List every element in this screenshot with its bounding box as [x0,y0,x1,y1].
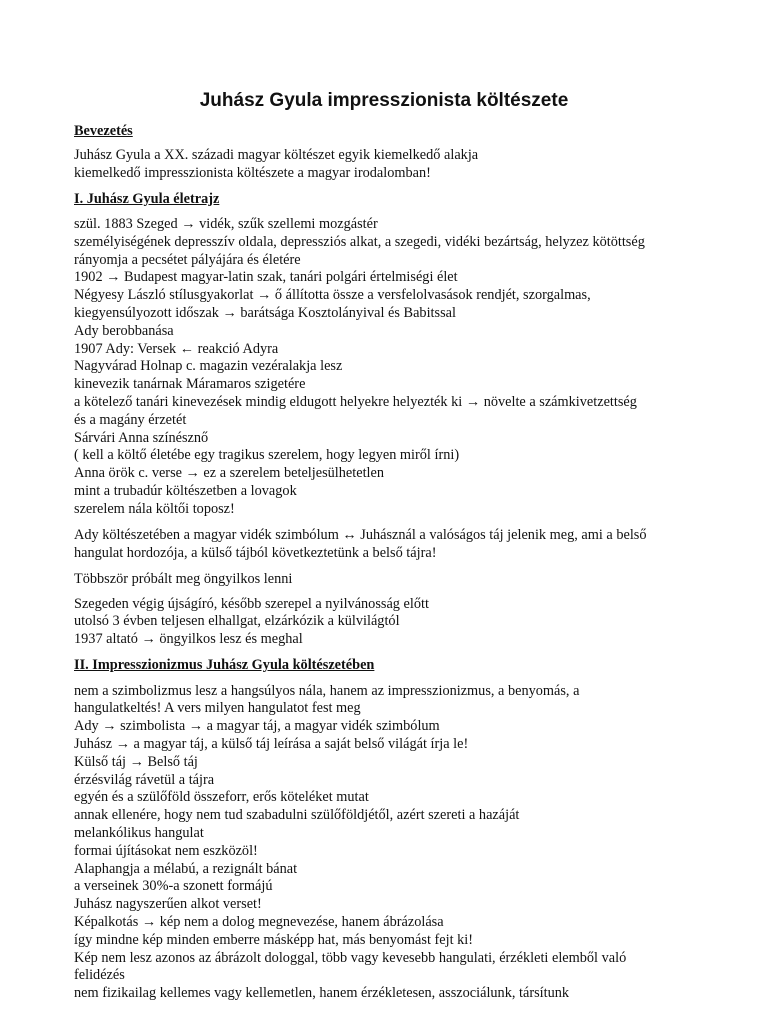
text-line: Juhász nagyszerűen alkot verset! [74,896,262,912]
text-line: személyiségének depresszív oldala, depressziós alkat, a szegedi, vidéki bezártság, helyzez kötöttség [74,234,645,250]
text-line: kiegyensúlyozott időszak → barátsága Kosztolányival és Babitssal [74,305,456,321]
text-line: melankólikus hangulat [74,825,204,841]
text-line: Alaphangja a mélabú, a rezignált bánat [74,861,298,877]
text-line: rányomja a pecsétet pályájára és életére [74,252,301,268]
section-heading-impressionism: II. Impresszionizmus Juhász Gyula költészetében [74,657,375,673]
text-line: Anna örök c. verse → ez a szerelem beteljesülhetetlen [74,465,385,481]
text-line: utolsó 3 évben teljesen elhallgat, elzárkózik a külvilágtól [74,613,400,629]
text-line: hangulat hordozója, a külső tájból következtetünk a belső tájra! [74,545,437,561]
text-line: Szegeden végig újságíró, később szerepel a nyilvánosság előtt [74,596,429,612]
section-heading-intro: Bevezetés [74,123,133,139]
text-line: szerelem nála költői toposz! [74,501,235,517]
text-line: kinevezik tanárnak Máramaros szigetére [74,376,306,392]
text-line: annak ellenére, hogy nem tud szabadulni szülőföldjétől, azért szereti a hazáját [74,807,520,823]
text-line: Kép nem lesz azonos az ábrázolt dologgal, több vagy kevesebb hangulati, érzékleti elemből való [74,950,627,966]
text-line: Képalkotás → kép nem a dolog megnevezése, hanem ábrázolása [74,914,444,930]
text-line: Juhász → a magyar táj, a külső táj leírása a saját belső világát írja le! [74,736,469,752]
text-line: ( kell a költő életébe egy tragikus szerelem, hogy legyen miről írni) [74,447,460,463]
text-line: Ady berobbanása [74,323,174,339]
text-line: 1937 altató → öngyilkos lesz és meghal [74,631,303,647]
document-title: Juhász Gyula impresszionista költészete [199,90,569,111]
text-line: szül. 1883 Szeged → vidék, szűk szellemi mozgástér [74,216,378,232]
text-line: a verseinek 30%-a szonett formájú [74,878,273,894]
text-line: mint a trubadúr költészetben a lovagok [74,483,297,499]
text-line: nem a szimbolizmus lesz a hangsúlyos nála, hanem az impresszionizmus, a benyomás, a [74,683,580,699]
text-line: hangulatkeltés! A vers milyen hangulatot fest meg [74,700,361,716]
text-line: 1902 → Budapest magyar-latin szak, tanári polgári értelmiségi élet [74,269,458,285]
text-line: Külső táj → Belső táj [74,754,198,770]
text-line: érzésvilág rávetül a tájra [74,772,215,788]
section-heading-biography: I. Juhász Gyula életrajz [74,191,220,207]
text-line: 1907 Ady: Versek ← reakció Adyra [74,341,279,357]
text-line: Többször próbált meg öngyilkos lenni [74,571,293,587]
text-line: felidézés [74,967,125,983]
text-line: a kötelező tanári kinevezések mindig eldugott helyekre helyezték ki → növelte a számkivetzettség [74,394,637,410]
text-line: egyén és a szülőföld összeforr, erős köteléket mutat [74,789,369,805]
text-line: Négyesy László stílusgyakorlat → ő állította össze a versfelolvasások rendjét, szorgalmas, [74,287,591,303]
text-line: Ady → szimbolista → a magyar táj, a magyar vidék szimbólum [74,718,440,734]
text-line: Nagyvárad Holnap c. magazin vezéralakja lesz [74,358,343,374]
text-line: kiemelkedő impresszionista költészete a magyar irodalomban! [74,165,431,181]
text-line: formai újításokat nem eszközöl! [74,843,258,859]
text-line: Juhász Gyula a XX. századi magyar költészet egyik kiemelkedő alakja [74,147,479,163]
text-line: Sárvári Anna színésznő [74,430,209,446]
text-line: Ady költészetében a magyar vidék szimbólum ↔ Juhásznál a valóságos táj jelenik meg, ami a belső [74,527,647,543]
text-line: és a magány érzetét [74,412,187,428]
text-line: nem fizikailag kellemes vagy kellemetlen, hanem érzékletesen, asszociálunk, társítunk [74,985,570,1001]
text-line: így mindne kép minden emberre másképp hat, más benyomást fejt ki! [74,932,474,948]
